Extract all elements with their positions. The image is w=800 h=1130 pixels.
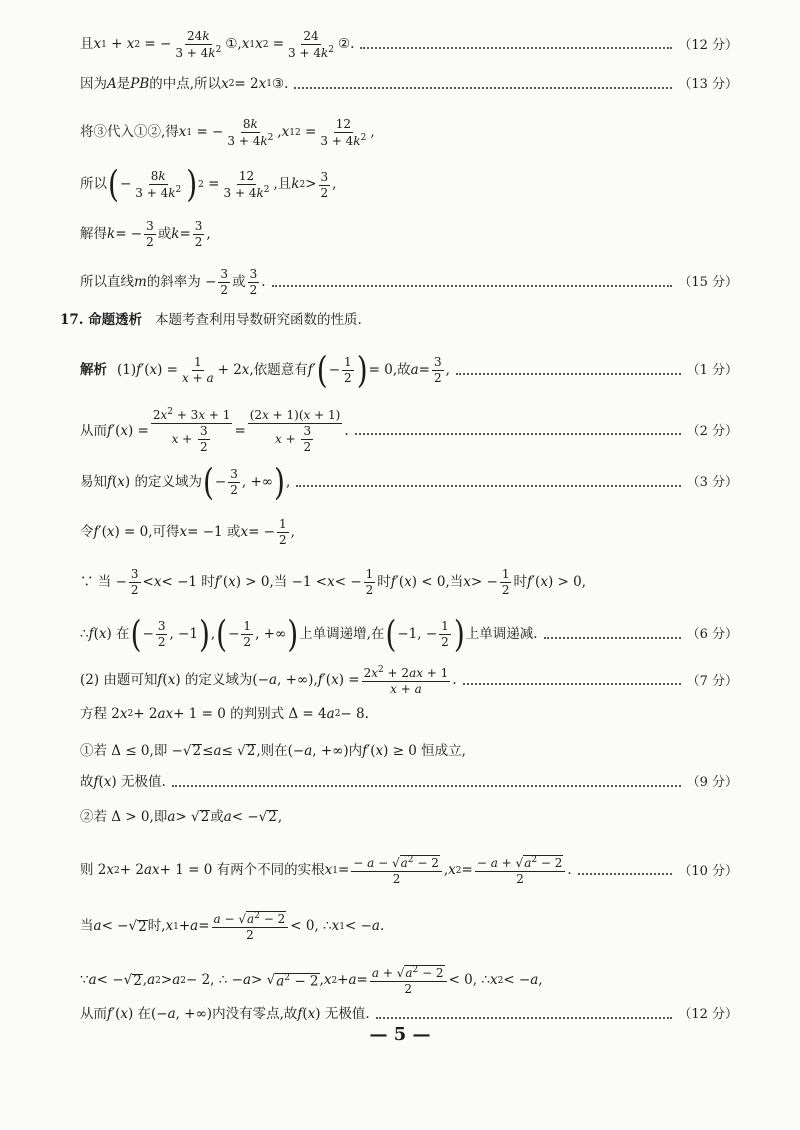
leader-dots: [578, 873, 673, 875]
line-19: [80, 856, 738, 886]
line-6: [80, 268, 738, 297]
leader-dots: [463, 683, 681, 685]
line-20-formula: 当 a < −√ 2 时, x 1 + a = $\frac{a - √a^2 - 2}{2}$ < 0, ∴ x 1 < − a .: [80, 911, 385, 943]
line-22: [80, 1008, 738, 1022]
line-6-formula: 所以直线 m 的斜率为 − $\frac{3}{2}$ 或 $\frac{3}{2}$ .: [80, 267, 266, 298]
leader-dots: [355, 433, 681, 435]
line-5: [80, 220, 738, 249]
line-1: [80, 30, 738, 60]
line-2: [80, 78, 738, 92]
line-14: [80, 666, 738, 696]
line-8-formula: 解析 (1) f ′( x ) = $\frac{1}{x + a}$ + 2 x ,依题意有 f ′ ( − $\frac{1}{2}$ ) = 0,故 a = $\frac{3}{2}$ ,: [80, 348, 450, 392]
line-20: [80, 912, 738, 942]
score-label: （9 分）: [686, 775, 738, 791]
line-15-formula: 方程 2 x 2 + 2 ax + 1 = 0 的判别式 Δ = 4 a 2 − 8.: [80, 706, 369, 722]
line-12: [80, 568, 738, 597]
line-13: [80, 612, 738, 656]
line-18: [80, 810, 738, 825]
score-label: （2 分）: [686, 423, 738, 439]
leader-dots: [544, 637, 681, 639]
line-18-formula: ②若 Δ > 0,即 a > √ 2 或 a < −√ 2 ,: [80, 808, 283, 825]
line-9-formula: 从而 f ′( x ) = $2x^2 + 3x + 1$ x + $\frac{3}{2}$ = (2x + 1)(x + 1) x + $\frac{3}{2}$ .: [80, 407, 349, 455]
score-label: （1 分）: [686, 363, 738, 379]
line-3-formula: 将③代入①②,得 x 1 = − $\frac{8k}{3 + 4k^2}$ , x 1 2 = $\frac{12}{3 + 4k^2}$ ,: [80, 117, 375, 149]
line-16-formula: ①若 Δ ≤ 0,即 −√ 2 ≤ a ≤ √ 2 ,则在(− a , +∞)内 f ′( x ) ≥ 0 恒成立,: [80, 742, 466, 759]
line-4-formula: 所以 ( − $\frac{8k}{3 + 4k^2}$ ) 2 = $\frac{12}{3 + 4k^2}$ ,且 k 2 > $\frac{3}{2}$ ,: [80, 163, 337, 206]
score-label: （13 分）: [678, 77, 738, 93]
score-label: （7 分）: [686, 673, 738, 689]
leader-dots: [456, 373, 681, 375]
line-3: [80, 118, 738, 148]
line-5-formula: 解得 k = − $\frac{3}{2}$ 或 k = $\frac{3}{2}$ ,: [80, 219, 211, 250]
leader-dots: [272, 285, 673, 287]
line-15: [80, 708, 738, 722]
line-22-text: 从而 f ′( x ) 在(− a , +∞)内没有零点,故 f ( x ) 无极值.: [80, 1006, 370, 1022]
score-label: （10 分）: [678, 863, 738, 879]
line-7-text: 17. 命题透析 本题考查利用导数研究函数的性质.: [60, 312, 362, 328]
line-19-formula: 则 2 x 2 + 2 ax + 1 = 0 有两个不同的实根 x 1 = $\frac{- a - √a^2 - 2}{2}$ , x 2 = $\frac{- a + √a^2 - 2}{2}$ .: [80, 855, 572, 887]
line-11-formula: 令 f ′( x ) = 0,可得 x = −1 或 x = − $\frac{1}{2}$ ,: [80, 517, 295, 548]
score-label: （15 分）: [678, 275, 738, 291]
line-9: [80, 408, 738, 455]
problem-17-heading: [60, 314, 738, 328]
leader-dots: [376, 1017, 673, 1019]
line-14-formula: (2) 由题可知 f ( x ) 的定义域为(− a , +∞), f ′( x ) = $\frac{2x^2 + 2ax + 1}{x + a}$ .: [80, 665, 457, 697]
line-1-formula: 且 x 1 + x 2 = − $\frac{24k}{3 + 4k^2}$ ①, x 1 x 2 = $\frac{24}{3 + 4k^2}$ ②.: [80, 29, 355, 61]
line-4: [80, 163, 738, 206]
leader-dots: [360, 47, 672, 49]
line-2-text: 因为 A 是 PB 的中点,所以 x 2 = 2 x 1 ③.: [80, 76, 289, 92]
leader-dots: [296, 485, 680, 487]
score-label: （12 分）: [678, 37, 738, 53]
score-label: （3 分）: [686, 475, 738, 491]
line-10-formula: 易知 f ( x ) 的定义域为 ( − $\frac{3}{2}$ , +∞ ) ,: [80, 460, 291, 504]
line-11: [80, 518, 738, 547]
score-label: （12 分）: [678, 1007, 738, 1023]
line-10: [80, 460, 738, 504]
line-12-formula: ∵ 当 − $\frac{3}{2}$ < x < −1 时 f ′( x ) > 0,当 −1 < x < − $\frac{1}{2}$ 时 f ′( x ) < 0,当 x > − $\frac{1}{2}$ 时 f ′( x ) > 0,: [80, 567, 586, 598]
line-21-formula: ∵ a < −√ 2 , a 2 > a 2 − 2, ∴ − a > √ $a^2 - 2$ , x 2 + a = $\frac{a + √a^2 - 2}{2}$ < 0, ∴ x 2 < − a ,: [80, 965, 543, 997]
leader-dots: [172, 785, 681, 787]
line-17-text: 故 f ( x ) 无极值.: [80, 774, 166, 790]
line-21: [80, 966, 738, 996]
line-16: [80, 744, 738, 759]
line-13-formula: ∴ f ( x ) 在 ( − $\frac{3}{2}$ , −1 ) , ( − $\frac{1}{2}$ , +∞ ) 上单调递增,在 ( −1, − $\frac{1}{2}$ ) 上单调递减.: [80, 612, 538, 656]
line-8: [80, 348, 738, 392]
page-number: — 5 —: [369, 1024, 431, 1045]
leader-dots: [294, 87, 672, 89]
line-17: [80, 776, 738, 790]
score-label: （6 分）: [686, 627, 738, 643]
